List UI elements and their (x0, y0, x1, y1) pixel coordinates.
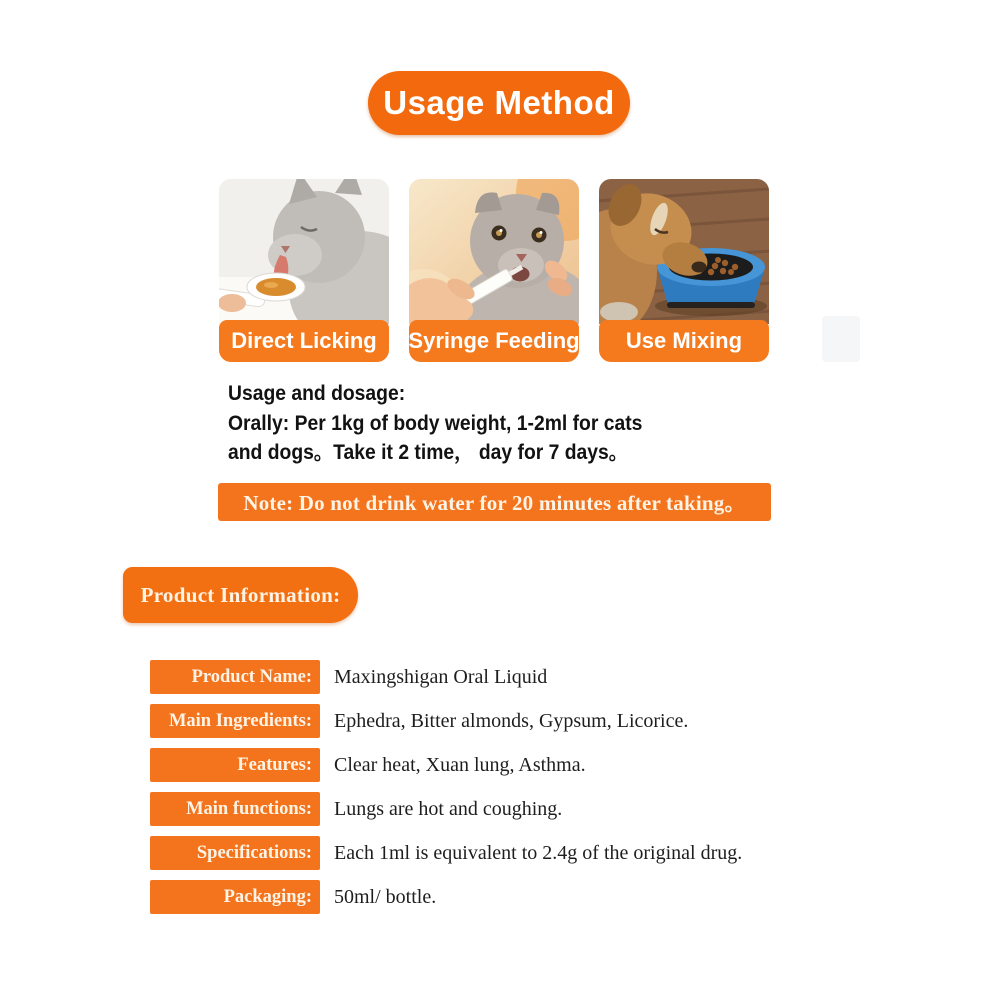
row-label: Main functions: (150, 792, 320, 826)
table-row-features (150, 748, 742, 782)
row-value: Maxingshigan Oral Liquid (334, 665, 548, 688)
product-information-heading-badge (123, 567, 358, 623)
table-row-packaging (150, 880, 742, 914)
note-bar (218, 483, 771, 521)
usage-cards-row (219, 179, 769, 362)
dosage-line-2: and dogs。Take it 2 time， day for 7 days。 (228, 441, 629, 464)
usage-method-title: Usage Method (383, 84, 615, 121)
usage-card-direct-licking (219, 179, 389, 362)
row-value: Ephedra, Bitter almonds, Gypsum, Licorice. (334, 709, 689, 732)
row-label: Specifications: (150, 836, 320, 870)
watermark-remnant (822, 316, 860, 362)
row-value: Lungs are hot and coughing. (334, 797, 563, 820)
dosage-text-block (228, 379, 642, 468)
row-label: Packaging: (150, 880, 320, 914)
row-value: Clear heat, Xuan lung, Asthma. (334, 753, 586, 776)
row-label: Product Name: (150, 660, 320, 694)
usage-card-syringe-feeding (409, 179, 579, 362)
usage-method-title-pill (368, 71, 630, 135)
cat-syringe-feeding-photo (409, 179, 579, 324)
dog-eating-from-bowl-photo (599, 179, 769, 324)
row-label: Main Ingredients: (150, 704, 320, 738)
card-caption-syringe-feeding: Syringe Feeding (409, 320, 579, 362)
product-information-heading: Product Information: (140, 582, 341, 607)
product-info-table (150, 660, 742, 924)
table-row-main-functions (150, 792, 742, 826)
table-row-specifications (150, 836, 742, 870)
row-value: 50ml/ bottle. (334, 885, 437, 908)
note-text: Note: Do not drink water for 20 minutes after taking。 (243, 491, 746, 515)
dosage-line-1: Orally: Per 1kg of body weight, 1-2ml for cats (228, 411, 643, 435)
dosage-heading: Usage and dosage: (228, 382, 406, 405)
row-label: Features: (150, 748, 320, 782)
card-caption-use-mixing: Use Mixing (599, 320, 769, 362)
row-value: Each 1ml is equivalent to 2.4g of the original drug. (334, 841, 743, 864)
card-caption-direct-licking: Direct Licking (219, 320, 389, 362)
cat-licking-spoon-photo (219, 179, 389, 324)
usage-card-use-mixing (599, 179, 769, 362)
table-row-product-name (150, 660, 742, 694)
table-row-main-ingredients (150, 704, 742, 738)
